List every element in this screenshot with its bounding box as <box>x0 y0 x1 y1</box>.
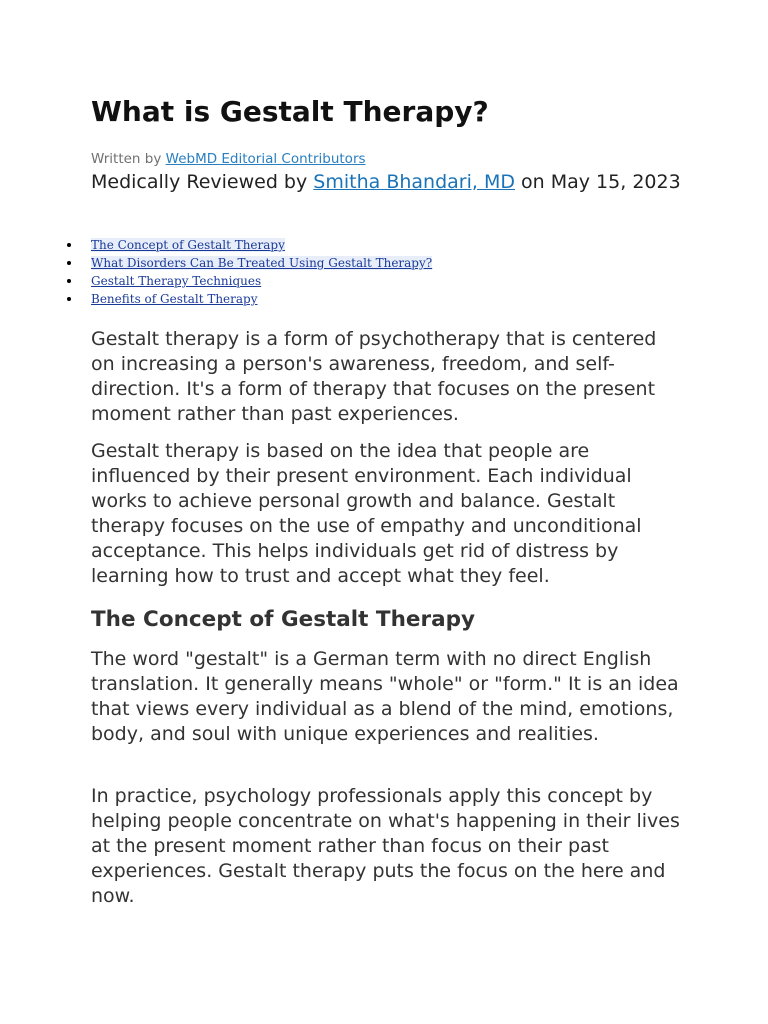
reviewed-by-label: Medically Reviewed by <box>91 171 308 193</box>
review-date: on May 15, 2023 <box>521 171 681 193</box>
toc-item <box>91 272 432 290</box>
toc-item <box>91 236 432 254</box>
toc-link-disorders[interactable]: What Disorders Can Be Treated Using Gestalt Therapy? <box>91 256 433 270</box>
toc-item <box>91 254 432 272</box>
intro-paragraph-1: Gestalt therapy is a form of psychotherapy that is centered on increasing a person's awareness, freedom, and self-direction. It's a form of therapy that focuses on the present moment rather than past experiences. <box>91 328 657 425</box>
section-paragraph-2: In practice, psychology professionals apply this concept by helping people concentrate on what's happening in their lives at the present moment rather than focus on their past experiences. Gestalt therapy puts the focus on the here and now. <box>91 785 680 907</box>
medical-review-line <box>91 170 681 195</box>
bullet-icon <box>67 279 71 283</box>
toc-link-benefits[interactable]: Benefits of Gestalt Therapy <box>91 292 258 306</box>
section-paragraph-1: The word "gestalt" is a German term with no direct English translation. It generally means "whole" or "form." It is an idea that views every individual as a blend of the mind, emotions, body, and soul with unique experiences and realities. <box>91 648 679 745</box>
reviewer-link[interactable]: Smitha Bhandari, MD <box>313 171 515 193</box>
written-by-label: Written by <box>91 151 162 167</box>
bullet-icon <box>67 297 71 301</box>
bullet-icon <box>67 243 71 247</box>
toc-link-techniques[interactable]: Gestalt Therapy Techniques <box>91 274 262 288</box>
byline <box>91 150 366 168</box>
bullet-icon <box>67 261 71 265</box>
author-link[interactable]: WebMD Editorial Contributors <box>165 151 366 167</box>
page-title: What is Gestalt Therapy? <box>91 95 489 128</box>
section-heading: The Concept of Gestalt Therapy <box>91 607 475 632</box>
toc-item <box>91 290 432 308</box>
intro-paragraph-2: Gestalt therapy is based on the idea that people are influenced by their present environment. Each individual works to achieve personal growth and balance. Gestalt therapy focuses on the use of empathy and unconditional acceptance. This helps individuals get rid of distress by learning how to trust and accept what they feel. <box>91 440 642 587</box>
table-of-contents <box>65 236 432 308</box>
toc-link-concept[interactable]: The Concept of Gestalt Therapy <box>91 238 285 252</box>
